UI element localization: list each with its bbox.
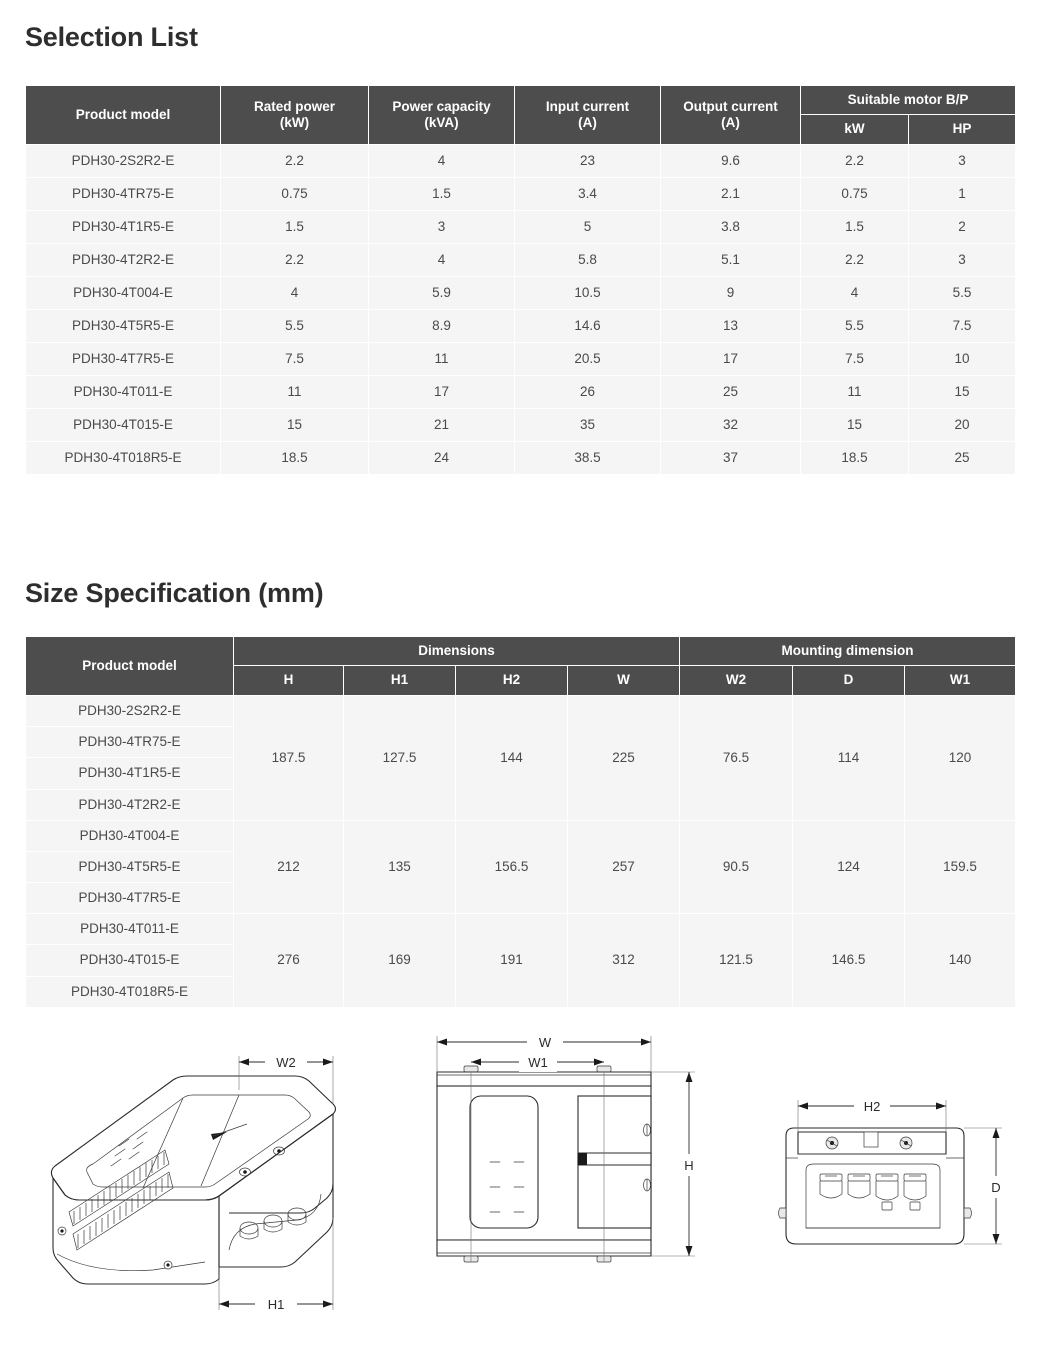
header-output-current — [661, 86, 801, 145]
cell-h1: 135 — [344, 820, 456, 914]
cell-output-current: 3.8 — [661, 210, 801, 243]
header-w: W — [568, 666, 680, 695]
dimension-label-w1: W1 — [528, 1055, 548, 1070]
cell-product-model: PDH30-4T015-E — [26, 945, 234, 976]
cell-product-model: PDH30-2S2R2-E — [26, 144, 221, 177]
cell-rated-power: 2.2 — [221, 243, 369, 276]
cell-motor-hp: 3 — [909, 243, 1016, 276]
cell-power-capacity: 17 — [369, 375, 515, 408]
table-row — [26, 210, 1016, 243]
cell-product-model: PDH30-4T1R5-E — [26, 210, 221, 243]
cell-power-capacity: 3 — [369, 210, 515, 243]
cell-power-capacity: 8.9 — [369, 309, 515, 342]
cell-product-model: PDH30-4T011-E — [26, 375, 221, 408]
header-input-current — [515, 86, 661, 145]
table-row — [26, 375, 1016, 408]
cell-motor-kw: 4 — [801, 276, 909, 309]
cell-w1: 140 — [905, 914, 1016, 1008]
cell-power-capacity: 24 — [369, 441, 515, 474]
table-row — [26, 276, 1016, 309]
cell-motor-hp: 7.5 — [909, 309, 1016, 342]
cell-w2: 121.5 — [680, 914, 793, 1008]
selection-list-table — [25, 85, 1016, 475]
cell-motor-hp: 3 — [909, 144, 1016, 177]
cell-motor-kw: 0.75 — [801, 177, 909, 210]
cell-w1: 120 — [905, 695, 1016, 820]
cell-output-current: 37 — [661, 441, 801, 474]
cell-product-model: PDH30-4T2R2-E — [26, 243, 221, 276]
cell-power-capacity: 4 — [369, 144, 515, 177]
header-mounting-dimension: Mounting dimension — [680, 637, 1016, 666]
cell-product-model: PDH30-4T015-E — [26, 408, 221, 441]
cell-product-model: PDH30-4T5R5-E — [26, 309, 221, 342]
cell-input-current: 26 — [515, 375, 661, 408]
cell-motor-hp: 10 — [909, 342, 1016, 375]
page-title-selection-list: Selection List — [25, 22, 198, 52]
cell-rated-power: 2.2 — [221, 144, 369, 177]
cell-output-current: 2.1 — [661, 177, 801, 210]
header-rated-power-line1: Rated power — [253, 98, 335, 114]
cell-motor-kw: 2.2 — [801, 144, 909, 177]
dimension-label-w: W — [538, 1035, 552, 1050]
cell-input-current: 10.5 — [515, 276, 661, 309]
cell-rated-power: 1.5 — [221, 210, 369, 243]
cell-product-model: PDH30-4TR75-E — [26, 727, 234, 758]
iso-drive-body — [51, 1076, 335, 1284]
cell-w: 257 — [568, 820, 680, 914]
header-h2: H2 — [456, 666, 568, 695]
header-input-current-unit: (A) — [578, 114, 597, 130]
cell-product-model: PDH30-4T018R5-E — [26, 441, 221, 474]
drawing-front-view — [415, 1022, 715, 1322]
dimension-label-d: D — [991, 1180, 1001, 1195]
dimension-label-h1: H1 — [267, 1297, 285, 1312]
header-input-current-line1: Input current — [545, 98, 630, 114]
cell-motor-kw: 7.5 — [801, 342, 909, 375]
cell-product-model: PDH30-4T1R5-E — [26, 758, 234, 789]
page-title-size-specification: Size Specification (mm) — [25, 578, 324, 608]
table-row — [26, 243, 1016, 276]
cell-output-current: 5.1 — [661, 243, 801, 276]
table-row — [26, 177, 1016, 210]
table-row — [26, 914, 1016, 945]
header-output-current-line1: Output current — [683, 98, 778, 114]
cell-power-capacity: 5.9 — [369, 276, 515, 309]
cell-output-current: 9 — [661, 276, 801, 309]
cell-product-model: PDH30-4T018R5-E — [26, 976, 234, 1007]
header-h: H — [234, 666, 344, 695]
cell-output-current: 32 — [661, 408, 801, 441]
header-w2: W2 — [680, 666, 793, 695]
front-drive-body — [437, 1066, 651, 1262]
cell-motor-kw: 5.5 — [801, 309, 909, 342]
drawing-side-view — [770, 1082, 1020, 1302]
header-product-model: Product model — [26, 637, 234, 696]
cell-h: 276 — [234, 914, 344, 1008]
cell-h2: 156.5 — [456, 820, 568, 914]
cell-w1: 159.5 — [905, 820, 1016, 914]
cell-h2: 144 — [456, 695, 568, 820]
cell-product-model: PDH30-4T7R5-E — [26, 342, 221, 375]
side-drive-body — [779, 1128, 972, 1244]
cell-product-model: PDH30-4T2R2-E — [26, 789, 234, 820]
table-row — [26, 820, 1016, 851]
cell-input-current: 35 — [515, 408, 661, 441]
header-w1: W1 — [905, 666, 1016, 695]
cell-h: 187.5 — [234, 695, 344, 820]
size-specification-table — [25, 636, 1016, 1008]
cell-w: 312 — [568, 914, 680, 1008]
header-power-capacity-line1: Power capacity — [392, 98, 491, 114]
cell-w: 225 — [568, 695, 680, 820]
cell-rated-power: 4 — [221, 276, 369, 309]
cell-motor-hp: 1 — [909, 177, 1016, 210]
cell-power-capacity: 21 — [369, 408, 515, 441]
cell-h2: 191 — [456, 914, 568, 1008]
dimension-label-h2: H2 — [863, 1099, 881, 1114]
cell-rated-power: 15 — [221, 408, 369, 441]
header-d: D — [793, 666, 905, 695]
cell-d: 124 — [793, 820, 905, 914]
cell-product-model: PDH30-4T011-E — [26, 914, 234, 945]
cell-power-capacity: 1.5 — [369, 177, 515, 210]
table-row — [26, 342, 1016, 375]
cell-product-model: PDH30-2S2R2-E — [26, 695, 234, 726]
cell-output-current: 9.6 — [661, 144, 801, 177]
cell-product-model: PDH30-4T7R5-E — [26, 883, 234, 914]
header-power-capacity-unit: (kVA) — [424, 114, 459, 130]
table-header-row — [26, 637, 1016, 666]
header-rated-power-unit: (kW) — [279, 114, 310, 130]
header-output-current-unit: (A) — [721, 114, 740, 130]
cell-motor-hp: 20 — [909, 408, 1016, 441]
cell-rated-power: 18.5 — [221, 441, 369, 474]
header-suitable-motor: Suitable motor B/P — [801, 86, 1016, 115]
table-row — [26, 441, 1016, 474]
drawing-isometric-view — [33, 1038, 363, 1328]
header-motor-hp: HP — [909, 115, 1016, 144]
header-motor-kw: kW — [801, 115, 909, 144]
cell-input-current: 5.8 — [515, 243, 661, 276]
dimension-label-h: H — [684, 1158, 694, 1173]
table-row — [26, 695, 1016, 726]
cell-w2: 76.5 — [680, 695, 793, 820]
cell-product-model: PDH30-4T5R5-E — [26, 851, 234, 882]
cell-motor-hp: 2 — [909, 210, 1016, 243]
cell-rated-power: 5.5 — [221, 309, 369, 342]
table-row — [26, 144, 1016, 177]
cell-h1: 127.5 — [344, 695, 456, 820]
cell-input-current: 38.5 — [515, 441, 661, 474]
cell-product-model: PDH30-4T004-E — [26, 276, 221, 309]
cell-input-current: 14.6 — [515, 309, 661, 342]
dimension-label-w2: W2 — [276, 1055, 296, 1070]
dimension-drawings — [25, 1020, 1020, 1340]
cell-h1: 169 — [344, 914, 456, 1008]
cell-output-current: 13 — [661, 309, 801, 342]
cell-product-model: PDH30-4TR75-E — [26, 177, 221, 210]
header-power-capacity — [369, 86, 515, 145]
cell-output-current: 25 — [661, 375, 801, 408]
cell-power-capacity: 11 — [369, 342, 515, 375]
cell-h: 212 — [234, 820, 344, 914]
cell-motor-hp: 25 — [909, 441, 1016, 474]
header-dimensions: Dimensions — [234, 637, 680, 666]
cell-product-model: PDH30-4T004-E — [26, 820, 234, 851]
cell-rated-power: 0.75 — [221, 177, 369, 210]
cell-motor-hp: 15 — [909, 375, 1016, 408]
cell-w2: 90.5 — [680, 820, 793, 914]
cell-d: 114 — [793, 695, 905, 820]
cell-input-current: 5 — [515, 210, 661, 243]
cell-input-current: 20.5 — [515, 342, 661, 375]
cell-d: 146.5 — [793, 914, 905, 1008]
cell-motor-hp: 5.5 — [909, 276, 1016, 309]
header-rated-power — [221, 86, 369, 145]
cell-motor-kw: 15 — [801, 408, 909, 441]
cell-rated-power: 11 — [221, 375, 369, 408]
cell-input-current: 23 — [515, 144, 661, 177]
cell-input-current: 3.4 — [515, 177, 661, 210]
table-row — [26, 309, 1016, 342]
cell-output-current: 17 — [661, 342, 801, 375]
cell-motor-kw: 11 — [801, 375, 909, 408]
table-header-row — [26, 86, 1016, 115]
cell-motor-kw: 2.2 — [801, 243, 909, 276]
cell-motor-kw: 1.5 — [801, 210, 909, 243]
header-product-model: Product model — [26, 86, 221, 145]
header-h1: H1 — [344, 666, 456, 695]
cell-motor-kw: 18.5 — [801, 441, 909, 474]
cell-rated-power: 7.5 — [221, 342, 369, 375]
table-row — [26, 408, 1016, 441]
cell-power-capacity: 4 — [369, 243, 515, 276]
